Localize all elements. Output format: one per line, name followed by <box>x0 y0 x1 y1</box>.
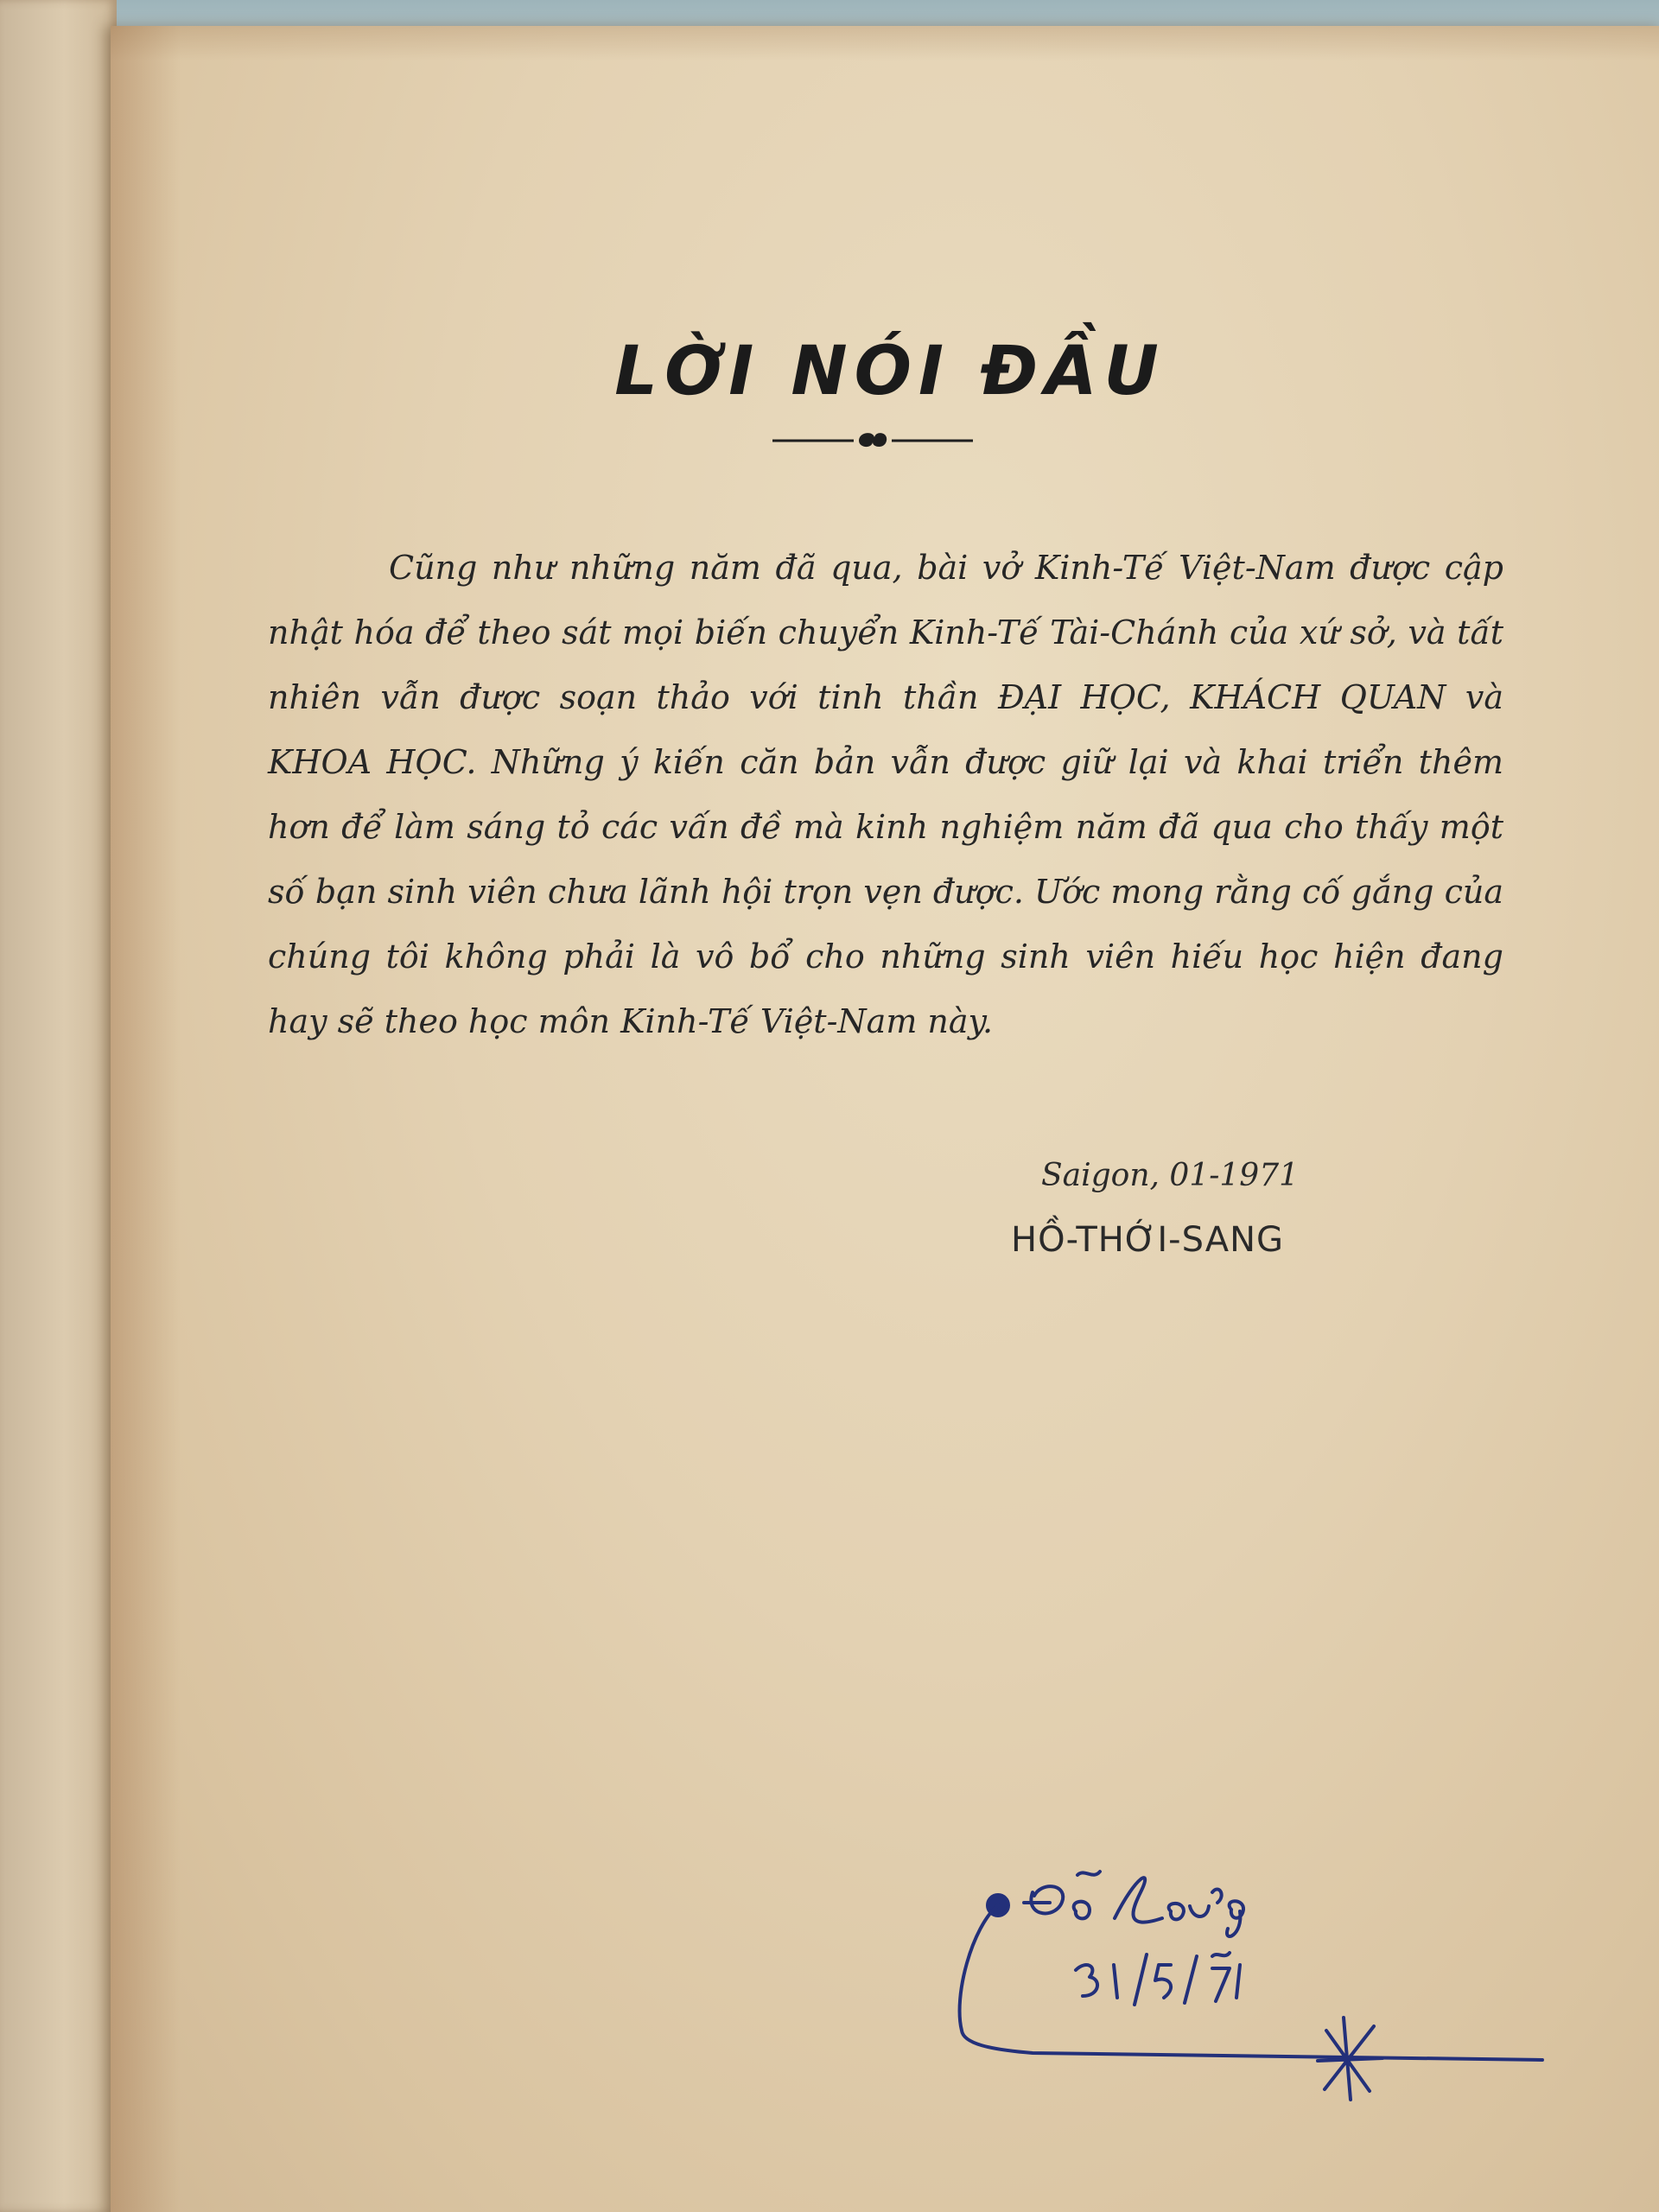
title-ornament <box>769 425 976 456</box>
place-date: Saigon, 01-1971 <box>1041 1158 1300 1193</box>
author-name: HỒ-THỚI-SANG <box>1011 1220 1285 1260</box>
preface-paragraph: Cũng như những năm đã qua, bài vở Kinh-Tế Việt-Nam được cập nhật hóa để theo sát mọi biến chuyển Kinh-Tế Tài-Chánh của xứ sở, và tất nhiên vẫn được soạn thảo với tinh thần ĐẠI HỌC, KHÁCH QUAN và KHOA HỌC. Những ý kiến căn bản vẫn được giữ lại và khai triển thêm hơn để làm sáng tỏ các vấn đề mà kinh nghiệm năm đã qua cho thấy một số bạn sinh viên chưa lãnh hội trọn vẹn được. Ước mong rằng cố gắng của chúng tôi không phải là vô bổ cho những sinh viên hiếu học hiện đang hay sẽ theo học môn Kinh-Tế Việt-Nam này. <box>268 549 1503 1040</box>
page-title: LỜI NÓI ĐẦU <box>614 333 1166 410</box>
left-page-edge <box>0 0 117 2212</box>
handwritten-inscription <box>938 1858 1560 2117</box>
